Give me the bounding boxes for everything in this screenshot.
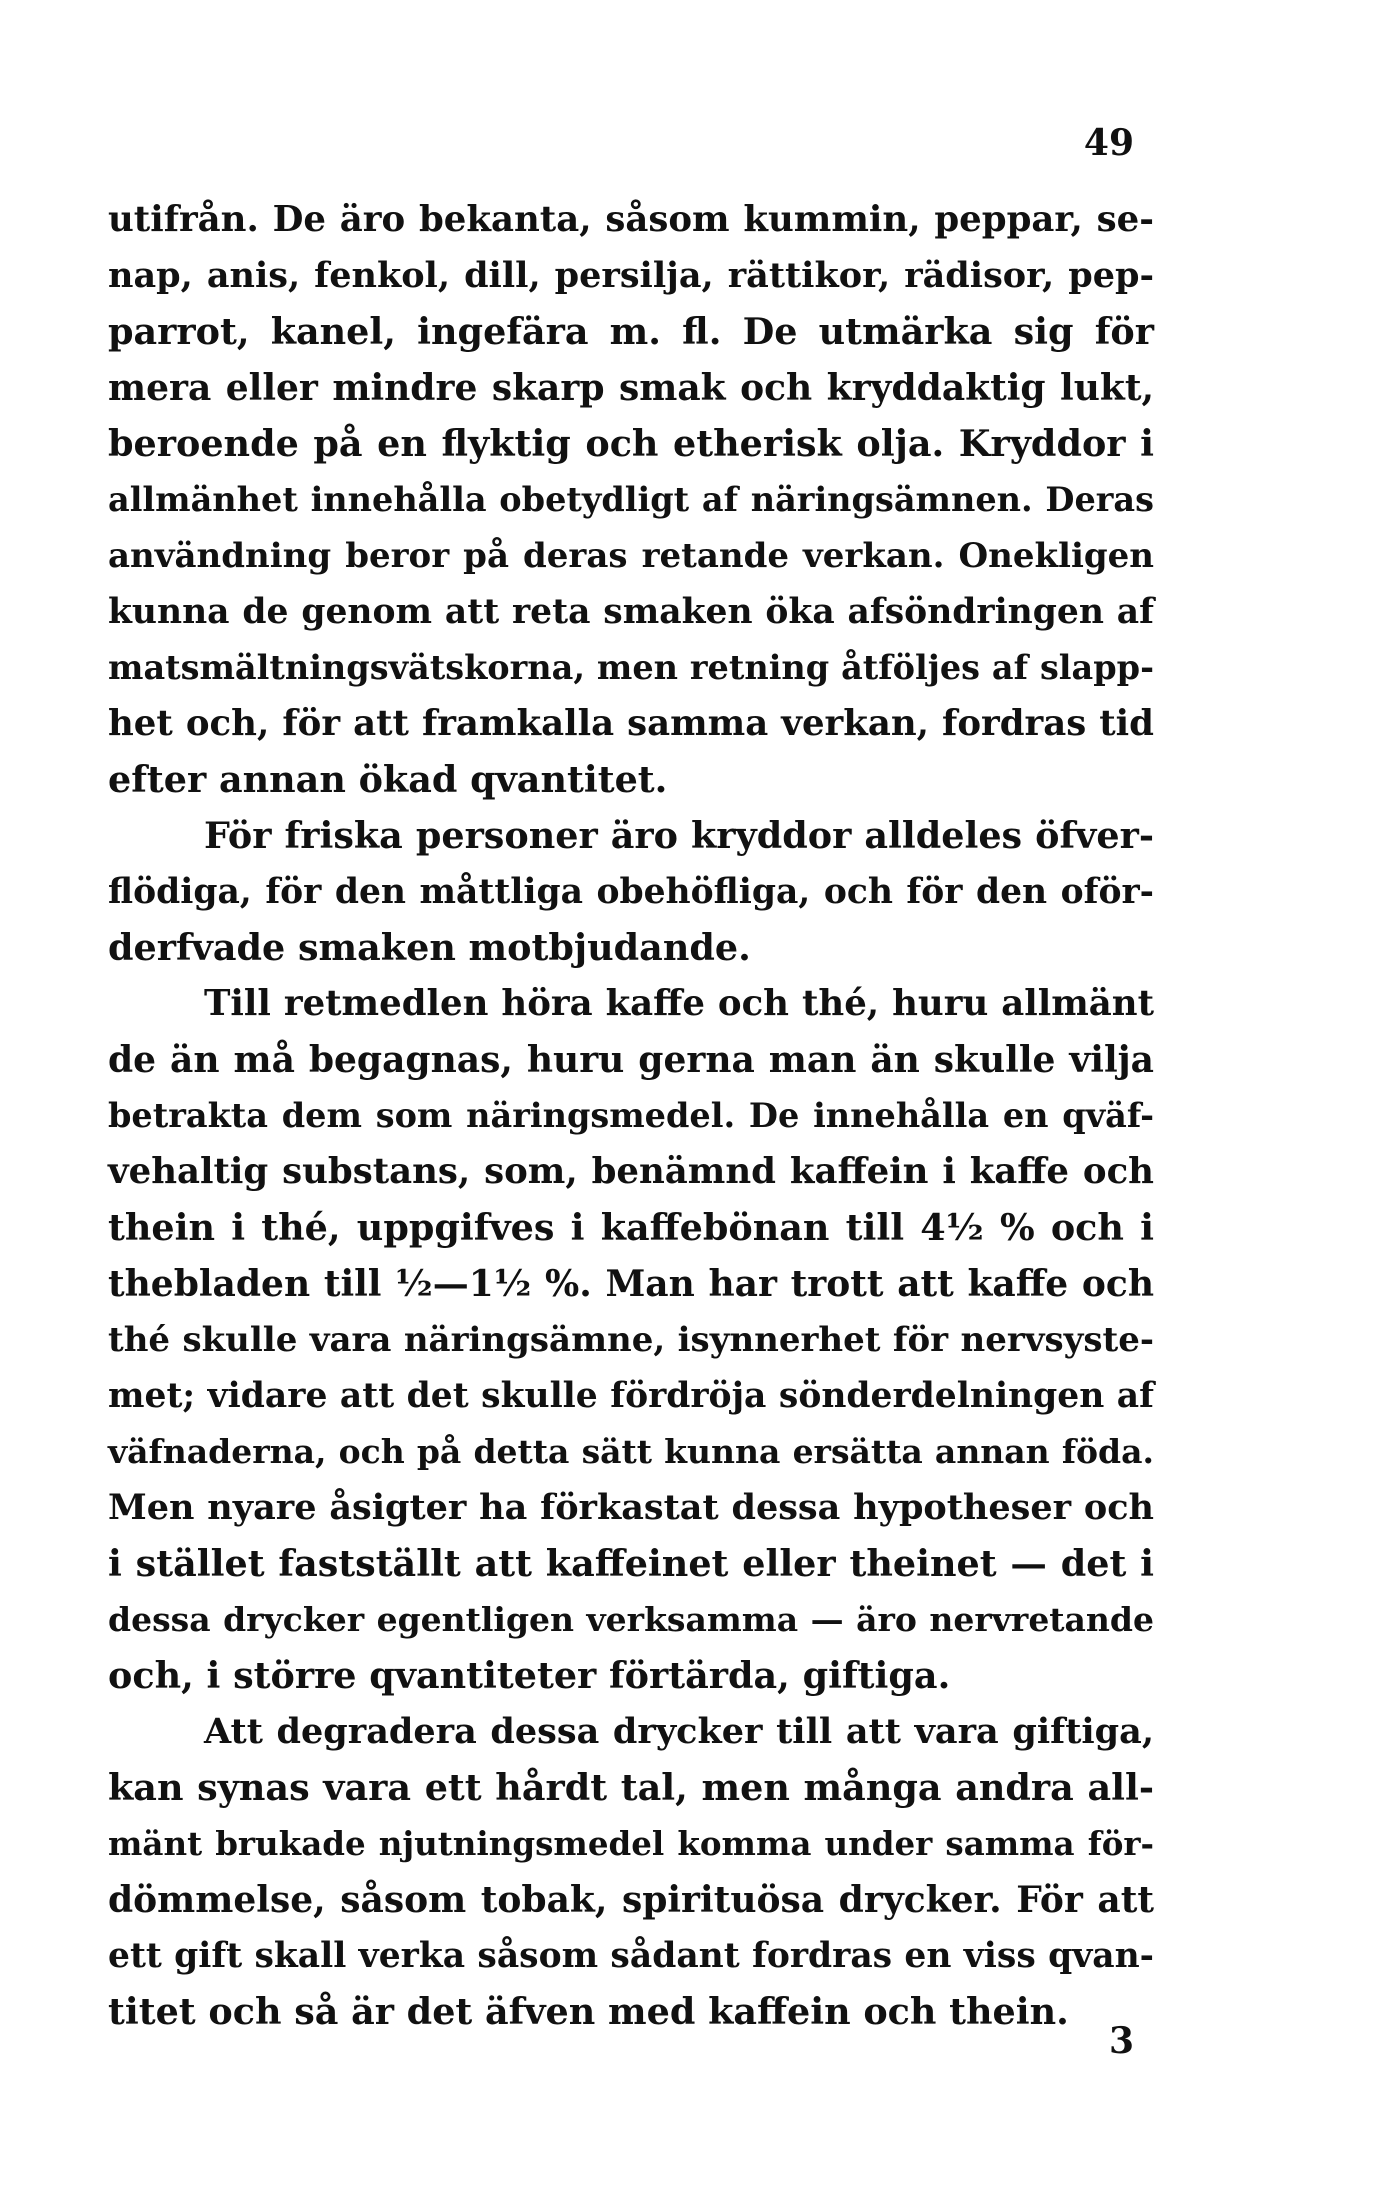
text-line: mera eller mindre skarp smak och kryddaktig lukt, <box>108 367 1154 409</box>
body-text <box>108 192 1154 2040</box>
text-line: nap, anis, fenkol, dill, persilja, rättikor, rädisor, pep- <box>108 255 1154 296</box>
text-line: betrakta dem som näringsmedel. De innehålla en qväf- <box>108 1096 1154 1135</box>
text-line: utifrån. De äro bekanta, såsom kummin, peppar, se- <box>108 199 1154 240</box>
text-line: het och, för att framkalla samma verkan, fordras tid <box>108 703 1154 744</box>
text-line: ett gift skall verka såsom sådant fordras en viss qvan- <box>108 1936 1154 1976</box>
paragraph-start-line: Att degradera dessa drycker till att vara giftiga, <box>204 1711 1154 1752</box>
paragraph-end-line: efter annan ökad qvantitet. <box>108 758 668 801</box>
text-line: flödiga, för den måttliga obehöfliga, och för den oför- <box>108 872 1154 912</box>
text-line: kan synas vara ett hårdt tal, men många andra all- <box>108 1766 1154 1809</box>
text-line: parrot, kanel, ingefära m. fl. De utmärka sig för <box>108 310 1154 353</box>
text-line: beroende på en flyktig och etherisk olja. Kryddor i <box>108 422 1154 465</box>
text-line: matsmältningsvätskorna, men retning åtföljes af slapp- <box>108 648 1154 687</box>
text-line: väfnaderna, och på detta sätt kunna ersätta annan föda. <box>108 1432 1154 1471</box>
page-number: 49 <box>1083 122 1134 164</box>
text-line: Men nyare åsigter ha förkastat dessa hypotheser och <box>108 1487 1154 1528</box>
text-line: met; vidare att det skulle fördröja sönderdelningen af <box>108 1376 1154 1416</box>
text-line: thebladen till ½—1½ %. Man har trott att kaffe och <box>108 1263 1154 1305</box>
text-line: thé skulle vara näringsämne, isynnerhet för nervsyste- <box>108 1320 1154 1360</box>
signature-mark: 3 <box>1108 2020 1134 2062</box>
text-line: dessa drycker egentligen verksamma — äro nervretande <box>108 1600 1154 1639</box>
paragraph-end-line: titet och så är det äfven med kaffein och thein. <box>108 1990 1069 2033</box>
paragraph-start-line: För friska personer äro kryddor alldeles öfver- <box>204 814 1154 857</box>
text-line: allmänhet innehålla obetydligt af näringsämnen. Deras <box>108 480 1154 519</box>
text-line: thein i thé, uppgifves i kaffebönan till 4½ % och i <box>108 1206 1154 1249</box>
paragraph-start-line: Till retmedlen höra kaffe och thé, huru allmänt <box>204 983 1154 1024</box>
paragraph-end-line: derfvade smaken motbjudande. <box>108 926 751 969</box>
text-line: kunna de genom att reta smaken öka afsöndringen af <box>108 592 1154 632</box>
text-line: de än må begagnas, huru gerna man än skulle vilja <box>108 1039 1154 1081</box>
text-line: användning beror på deras retande verkan. Onekligen <box>108 536 1154 576</box>
text-line: vehaltig substans, som, benämnd kaffein i kaffe och <box>108 1151 1154 1192</box>
paragraph-end-line: och, i större qvantiteter förtärda, giftiga. <box>108 1654 951 1697</box>
text-line: i stället fastställt att kaffeinet eller theinet — det i <box>108 1542 1154 1585</box>
text-line: dömmelse, såsom tobak, spirituösa drycker. För att <box>108 1879 1154 1921</box>
text-line: mänt brukade njutningsmedel komma under samma för- <box>108 1824 1154 1863</box>
